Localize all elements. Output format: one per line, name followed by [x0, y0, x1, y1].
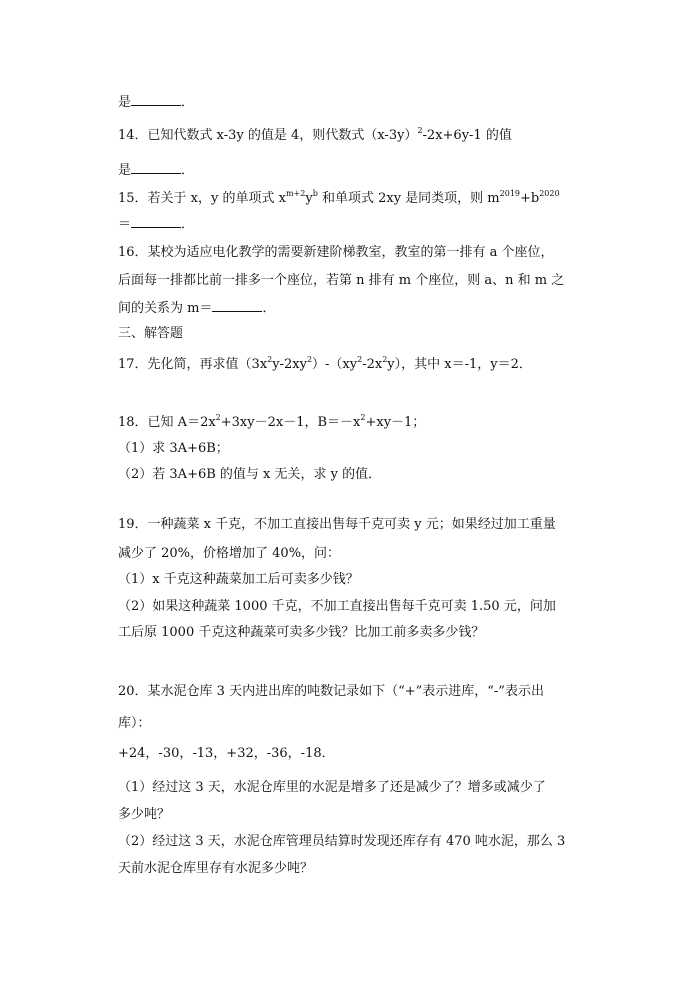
answer-blank[interactable]	[212, 299, 262, 312]
question-19-line-1: 19．一种蔬菜 x 千克，不加工直接出售每千克可卖 y 元；如果经过加工重量	[118, 517, 556, 532]
question-14-line-2: 是 ．	[118, 163, 195, 178]
question-18: 18．已知 $A=2x^2+3xy-2x-1$，$B=-x^2+xy-1$；	[118, 413, 426, 430]
question-20-part-1-line-2: 多少吨？	[118, 807, 171, 822]
answer-blank[interactable]	[131, 215, 181, 228]
question-18-part-1: （1）求 3A+6B；	[118, 441, 229, 456]
q13-continuation: 是 ．	[118, 95, 195, 110]
question-20-part-2-line-2: 天前水泥仓库里存有水泥多少吨？	[118, 861, 314, 876]
question-19-part-2-line-2: 工后原 1000 千克这种蔬菜可卖多少钱？比加工前多卖多少钱？	[118, 625, 485, 640]
question-20-data: +24，-30，-13，+32，-36，-18．	[118, 746, 335, 761]
question-17: 17．先化简，再求值$(3x^2y-2xy^2)-(xy^2-2x^2y)$，其中 x＝-1，y＝2．	[118, 355, 532, 372]
section-heading: 三、解答题	[118, 326, 184, 341]
question-20-part-1-line-1: （1）经过这 3 天，水泥仓库里的水泥是增多了还是减少了？增多或减少了	[118, 780, 546, 795]
question-18-part-2: （2）若 3A+6B 的值与 x 无关，求 y 的值．	[118, 467, 382, 482]
question-16-line-1: 16．某校为适应电化教学的需要新建阶梯教室，教室的第一排有 a 个座位，	[118, 245, 554, 260]
question-15-line-2: ＝ ．	[118, 217, 195, 232]
question-19-line-2: 减少了 20%，价格增加了 40%，问：	[118, 546, 341, 561]
question-19-part-2-line-1: （2）如果这种蔬菜 1000 千克，不加工直接出售每千克可卖 1.50 元，问加	[118, 599, 556, 614]
question-16-line-3: 间的关系为 m＝ ．	[118, 301, 276, 316]
answer-blank[interactable]	[131, 93, 181, 106]
question-20-line-1: 20．某水泥仓库 3 天内进出库的吨数记录如下（“+”表示进库，“-”表示出	[118, 684, 544, 699]
question-15-line-1: 15．若关于 x，y 的单项式 $x^{m+2}y^b$ 和单项式 2xy 是同类项，则 $m^{2019}+b^{2020}$	[118, 189, 560, 206]
question-20-line-2: 库）：	[118, 716, 151, 731]
question-14-line-1: 14．已知代数式 x-3y 的值是 4，则代数式$(x-3y)^2-2x+6y-1$ 的值	[118, 126, 512, 143]
question-16-line-2: 后面每一排都比前一排多一个座位，若第 n 排有 m 个座位，则 a、n 和 m 之	[118, 273, 565, 288]
question-20-part-2-line-1: （2）经过这 3 天，水泥仓库管理员结算时发现还库存有 470 吨水泥，那么 3	[118, 834, 566, 849]
answer-blank[interactable]	[131, 161, 181, 174]
question-19-part-1: （1）x 千克这种蔬菜加工后可卖多少钱？	[118, 572, 359, 587]
